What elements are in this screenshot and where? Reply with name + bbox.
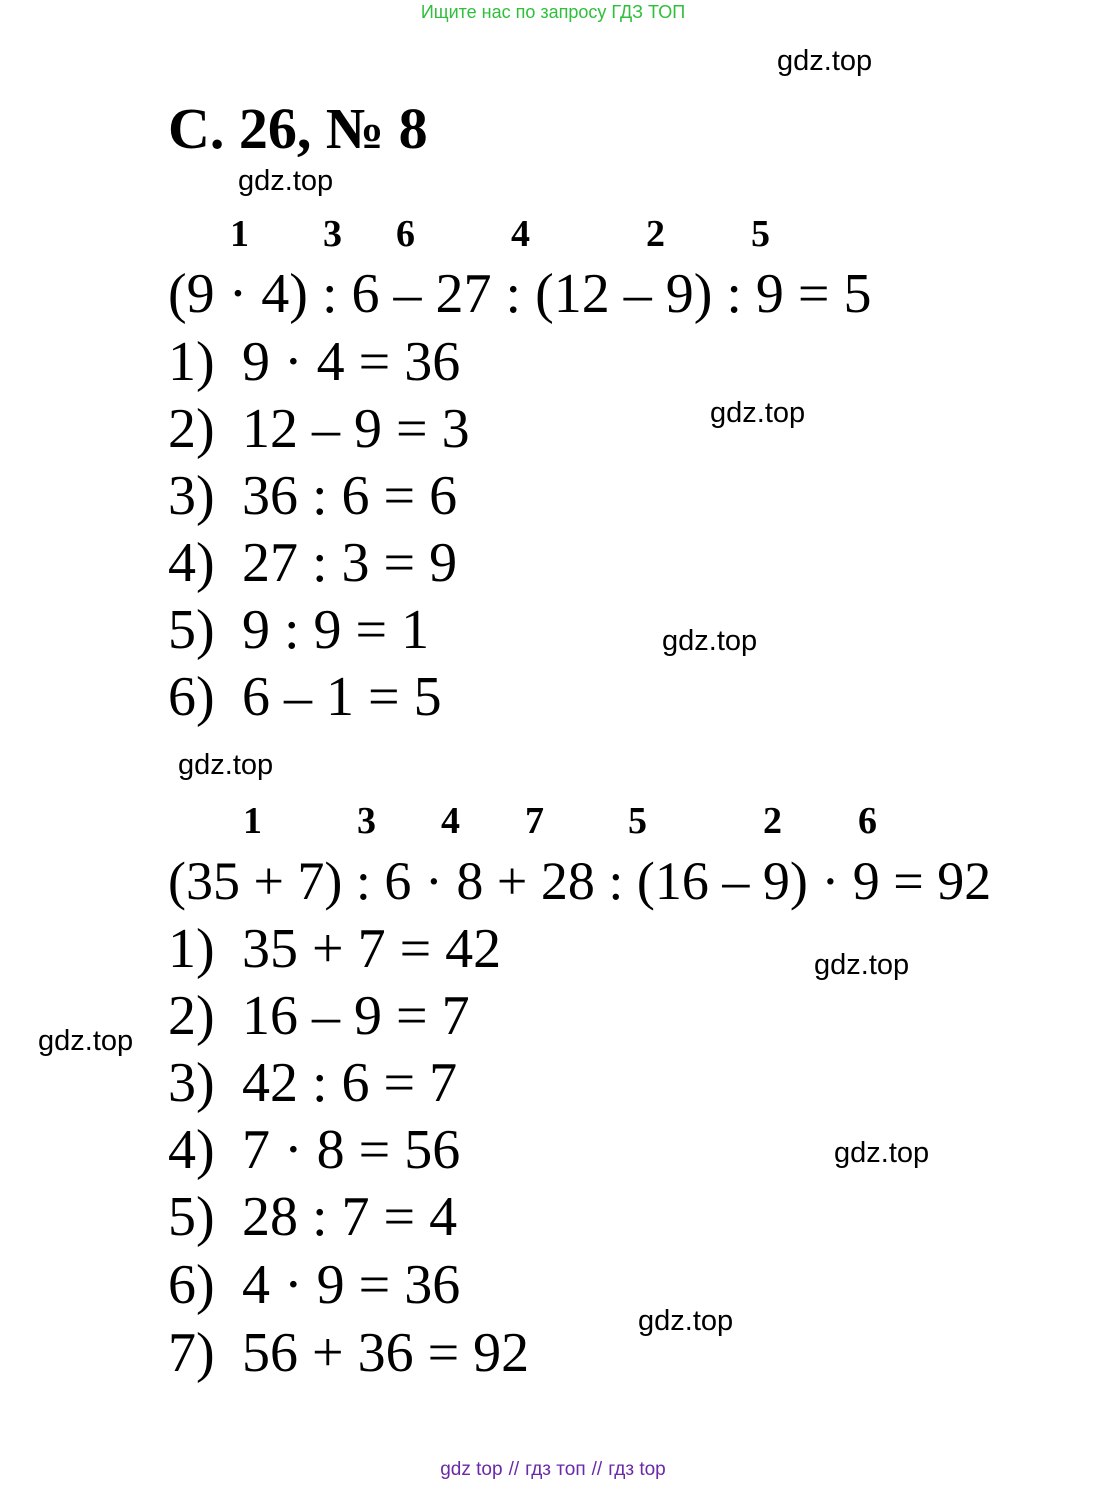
- step-number: 3): [168, 465, 215, 527]
- step-text: 7 · 8 = 56: [242, 1119, 461, 1181]
- step-text: 28 : 7 = 4: [242, 1186, 458, 1248]
- step-text: 56 + 36 = 92: [242, 1322, 530, 1384]
- step-number: 6): [168, 1254, 215, 1316]
- step-number: 7): [168, 1322, 215, 1384]
- order-number: 2: [763, 800, 782, 842]
- step-number: 6): [168, 666, 215, 728]
- step-line: [168, 665, 442, 729]
- problem2-expression: (35 + 7) : 6 · 8 + 28 : (16 – 9) · 9 = 92: [168, 851, 992, 911]
- watermark: gdz.top: [834, 1137, 930, 1169]
- problem1-expression: (9 · 4) : 6 – 27 : (12 – 9) : 9 = 5: [168, 263, 872, 325]
- order-number: 6: [396, 213, 415, 255]
- step-text: 12 – 9 = 3: [242, 398, 470, 460]
- step-number: 4): [168, 1119, 215, 1181]
- step-line: [168, 917, 501, 981]
- step-text: 16 – 9 = 7: [242, 985, 470, 1047]
- order-number: 1: [230, 213, 249, 255]
- step-text: 42 : 6 = 7: [242, 1052, 458, 1114]
- watermark: gdz.top: [38, 1025, 134, 1057]
- watermark: gdz.top: [178, 749, 274, 781]
- order-number: 7: [525, 800, 544, 842]
- step-line: [168, 1185, 457, 1249]
- step-number: 5): [168, 1186, 215, 1248]
- step-line: [168, 984, 470, 1048]
- step-number: 1): [168, 331, 215, 393]
- step-line: [168, 1321, 529, 1385]
- step-line: [168, 598, 429, 662]
- footer-separator: //: [508, 1459, 520, 1480]
- step-text: 27 : 3 = 9: [242, 532, 458, 594]
- order-number: 5: [628, 800, 647, 842]
- step-number: 5): [168, 599, 215, 661]
- step-text: 6 – 1 = 5: [242, 666, 442, 728]
- watermark: gdz.top: [662, 625, 758, 657]
- step-text: 35 + 7 = 42: [242, 918, 502, 980]
- step-number: 1): [168, 918, 215, 980]
- footer-links: [0, 1458, 1106, 1482]
- order-number: 3: [357, 800, 376, 842]
- step-line: [168, 1253, 460, 1317]
- step-number: 4): [168, 532, 215, 594]
- watermark: gdz.top: [638, 1305, 734, 1337]
- watermark: gdz.top: [814, 949, 910, 981]
- step-text: 4 · 9 = 36: [242, 1254, 461, 1316]
- step-line: [168, 464, 457, 528]
- step-line: [168, 330, 460, 394]
- order-number: 4: [511, 213, 530, 255]
- footer-link[interactable]: гдз топ: [525, 1459, 586, 1480]
- footer-separator: //: [591, 1459, 603, 1480]
- step-line: [168, 531, 457, 595]
- step-line: [168, 1118, 460, 1182]
- top-banner[interactable]: Ищите нас по запросу ГДЗ ТОП: [420, 2, 686, 22]
- step-line: [168, 397, 470, 461]
- order-number: 2: [646, 213, 665, 255]
- watermark: gdz.top: [238, 165, 334, 197]
- step-text: 9 : 9 = 1: [242, 599, 430, 661]
- order-number: 4: [441, 800, 460, 842]
- step-number: 2): [168, 985, 215, 1047]
- order-number: 3: [323, 213, 342, 255]
- step-text: 9 · 4 = 36: [242, 331, 461, 393]
- watermark: gdz.top: [777, 45, 873, 77]
- order-number: 1: [243, 800, 262, 842]
- step-number: 2): [168, 398, 215, 460]
- page-title: С. 26, № 8: [168, 96, 428, 161]
- step-line: [168, 1051, 457, 1115]
- watermark: gdz.top: [710, 397, 806, 429]
- step-text: 36 : 6 = 6: [242, 465, 458, 527]
- order-number: 5: [751, 213, 770, 255]
- order-number: 6: [858, 800, 877, 842]
- footer-link[interactable]: gdz top: [440, 1459, 503, 1480]
- footer-link[interactable]: гдз top: [608, 1459, 666, 1480]
- step-number: 3): [168, 1052, 215, 1114]
